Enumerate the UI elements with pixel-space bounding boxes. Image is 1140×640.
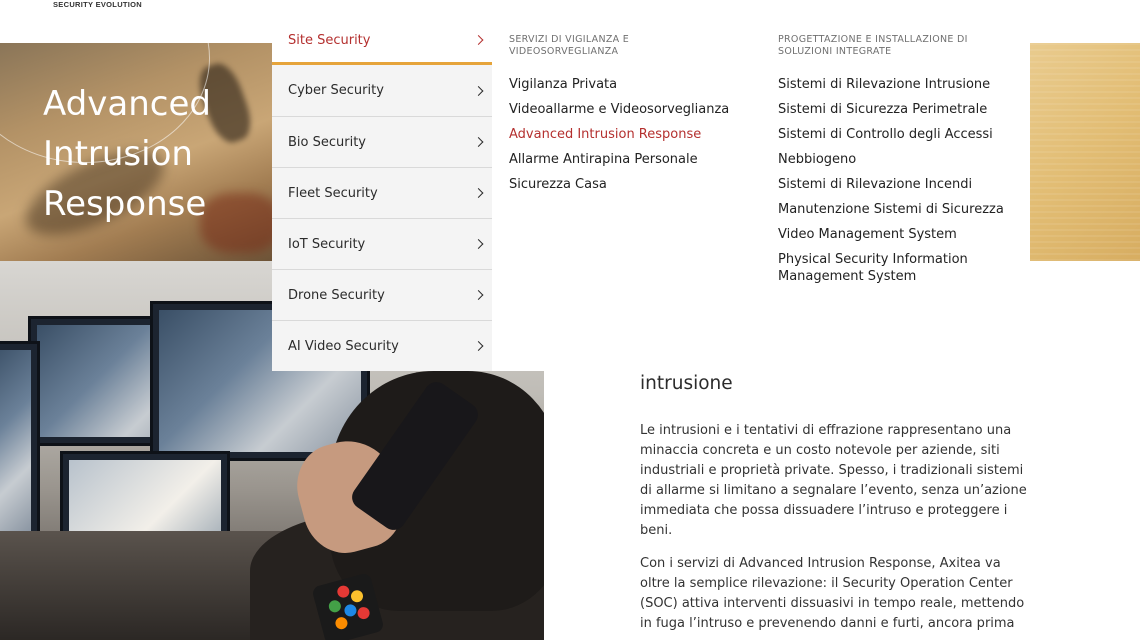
article-paragraph-2: Con i servizi di Advanced Intrusion Response, Axitea va oltre la semplice rilevazione: il Security Operation Center (SOC) attiva interventi dissuasivi in tempo reale, mettendo in fuga l’intruso e prevenendo danni e furti, ancora prima	[640, 556, 1025, 631]
menu-item-label: Cyber Security	[288, 83, 384, 98]
hero-title: Advanced Intrusion Response	[43, 84, 211, 224]
section-heading: intrusione	[640, 373, 733, 394]
chevron-right-icon	[474, 35, 484, 45]
menu-item-label: Bio Security	[288, 134, 366, 150]
link-advanced-intrusion-response[interactable]: Advanced Intrusion Response	[509, 127, 702, 142]
link-rilevazione-incendi[interactable]: Sistemi di Rilevazione Incendi	[778, 177, 973, 192]
link-videoallarme[interactable]: Videoallarme e Videosorveglianza	[509, 102, 730, 117]
chevron-right-icon	[474, 290, 484, 300]
menu-item-label: Fleet Security	[288, 185, 378, 201]
chevron-right-icon	[474, 341, 484, 351]
menu-item-iot-security[interactable]	[272, 218, 492, 269]
category-menu	[272, 15, 492, 371]
link-manutenzione-sistemi[interactable]: Manutenzione Sistemi di Sicurezza	[778, 202, 1004, 217]
link-vigilanza-privata[interactable]: Vigilanza Privata	[509, 77, 618, 92]
menu-item-ai-video-security[interactable]	[272, 320, 492, 371]
link-rilevazione-intrusione[interactable]: Sistemi di Rilevazione Intrusione	[778, 77, 991, 92]
menu-item-label: Drone Security	[288, 287, 385, 303]
hero-image-right	[1030, 43, 1140, 261]
menu-item-bio-security[interactable]	[272, 116, 492, 167]
chevron-right-icon	[474, 239, 484, 249]
menu-item-site-security[interactable]	[272, 15, 492, 65]
chevron-right-icon	[474, 188, 484, 198]
column-heading-progettazione: PROGETTAZIONE E INSTALLAZIONE DI SOLUZIONI INTEGRATE	[778, 34, 968, 57]
link-video-management[interactable]: Video Management System	[778, 227, 957, 242]
link-allarme-antirapina[interactable]: Allarme Antirapina Personale	[509, 152, 698, 167]
link-sicurezza-casa[interactable]: Sicurezza Casa	[509, 177, 607, 192]
chevron-right-icon	[474, 86, 484, 96]
menu-item-label: Site Security	[288, 32, 371, 48]
menu-item-drone-security[interactable]	[272, 269, 492, 320]
link-nebbiogeno[interactable]: Nebbiogeno	[778, 152, 857, 167]
hero-image-top	[0, 43, 272, 261]
chevron-right-icon	[474, 137, 484, 147]
link-controllo-accessi[interactable]: Sistemi di Controllo degli Accessi	[778, 127, 993, 142]
menu-item-fleet-security[interactable]	[272, 167, 492, 218]
menu-item-cyber-security[interactable]	[272, 65, 492, 116]
link-sicurezza-perimetrale[interactable]: Sistemi di Sicurezza Perimetrale	[778, 102, 988, 117]
menu-item-label: IoT Security	[288, 236, 366, 252]
submenu-panel	[492, 15, 1030, 371]
logo-tagline: SECURITY EVOLUTION	[53, 0, 143, 9]
article-paragraph-1: Le intrusioni e i tentativi di effrazione rappresentano una minaccia concreta e un costo notevole per aziende, siti industriali e proprietà private. Spesso, i tradizionali sistemi di allarme si limitano a segnalare l’evento, senza un’azione immediata che possa dissuadere l’intruso e proteggere i beni.	[640, 423, 1027, 538]
menu-item-label: AI Video Security	[288, 338, 399, 354]
column-heading-vigilanza: SERVIZI DI VIGILANZA E VIDEOSORVEGLIANZA	[509, 34, 630, 57]
link-psim[interactable]: Physical Security Information Management System	[778, 252, 968, 284]
